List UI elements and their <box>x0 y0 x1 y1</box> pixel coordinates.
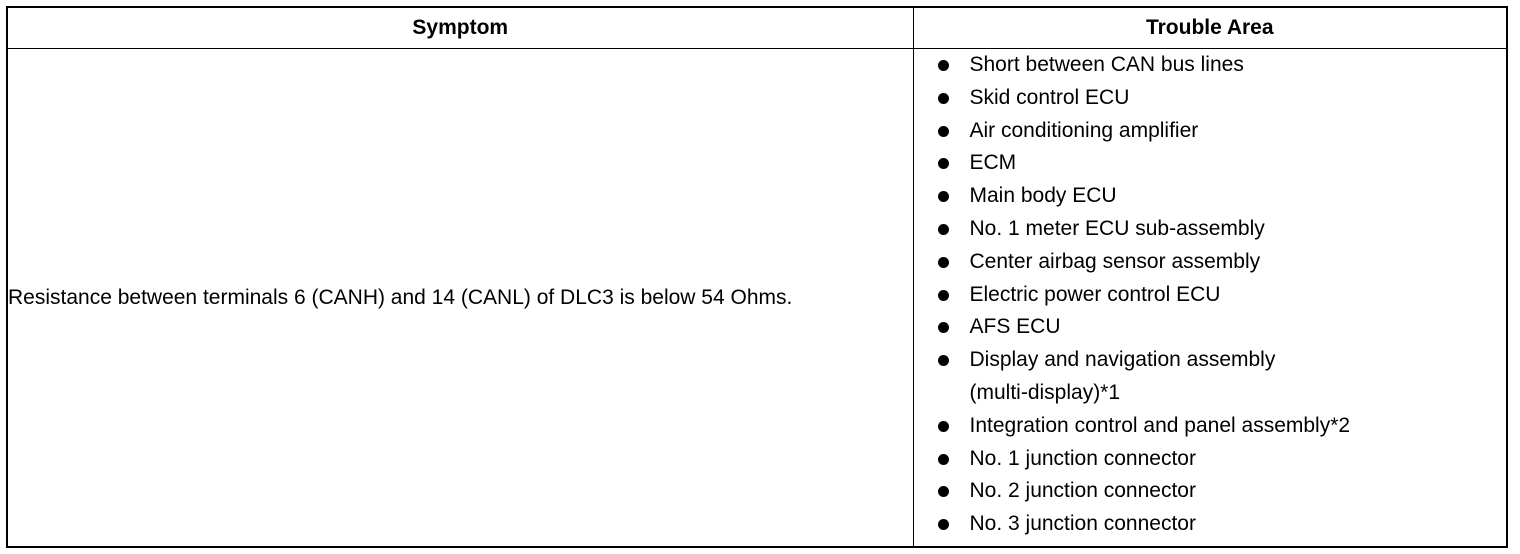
list-item-label: ECM <box>969 151 1017 175</box>
list-item-label: Center airbag sensor assembly <box>969 249 1261 273</box>
bullet-icon <box>938 355 949 366</box>
bullet-icon <box>938 224 949 235</box>
trouble-area-header: Trouble Area <box>913 8 1506 49</box>
trouble-area-list <box>914 49 1507 541</box>
list-item-label: Main body ECU <box>969 184 1117 208</box>
bullet-icon <box>938 290 949 301</box>
list-item <box>914 475 1507 508</box>
list-item-label: No. 2 junction connector <box>969 479 1196 503</box>
trouble-area-cell <box>913 49 1506 547</box>
list-item <box>914 115 1507 148</box>
bullet-icon <box>938 93 949 104</box>
bullet-icon <box>938 257 949 268</box>
bullet-icon <box>938 126 949 137</box>
bullet-icon <box>938 519 949 530</box>
list-item <box>914 246 1507 279</box>
list-item <box>914 213 1507 246</box>
bullet-icon <box>938 158 949 169</box>
list-item <box>914 49 1507 82</box>
table-header-row <box>8 8 1506 49</box>
list-item <box>914 311 1507 344</box>
list-item-label: Integration control and panel assembly*2 <box>969 413 1351 437</box>
bullet-icon <box>938 421 949 432</box>
list-item-label: No. 3 junction connector <box>969 512 1196 536</box>
list-item <box>914 344 1507 410</box>
table-row <box>8 49 1506 547</box>
trouble-table <box>8 8 1506 546</box>
list-item-label: Skid control ECU <box>969 85 1130 109</box>
symptom-cell: Resistance between terminals 6 (CANH) and 14 (CANL) of DLC3 is below 54 Ohms. <box>8 49 913 547</box>
list-item <box>914 180 1507 213</box>
list-item <box>914 410 1507 443</box>
list-item-label: No. 1 junction connector <box>969 446 1196 470</box>
list-item-label: AFS ECU <box>969 315 1061 339</box>
list-item <box>914 82 1507 115</box>
list-item <box>914 279 1507 312</box>
list-item <box>914 443 1507 476</box>
bullet-icon <box>938 191 949 202</box>
bullet-icon <box>938 486 949 497</box>
list-item-label: Air conditioning amplifier <box>969 118 1199 142</box>
list-item <box>914 508 1507 541</box>
trouble-table-frame <box>6 6 1508 548</box>
symptom-header: Symptom <box>8 8 913 49</box>
list-item-label: Electric power control ECU <box>969 282 1221 306</box>
list-item-label: Short between CAN bus lines <box>969 53 1244 76</box>
bullet-icon <box>938 322 949 333</box>
list-item <box>914 147 1507 180</box>
list-item-label: Display and navigation assembly <box>969 348 1276 372</box>
list-item-continuation: (multi-display)*1 <box>969 380 1121 404</box>
bullet-icon <box>938 454 949 465</box>
list-item-label: No. 1 meter ECU sub-assembly <box>969 216 1265 240</box>
bullet-icon <box>938 60 949 71</box>
